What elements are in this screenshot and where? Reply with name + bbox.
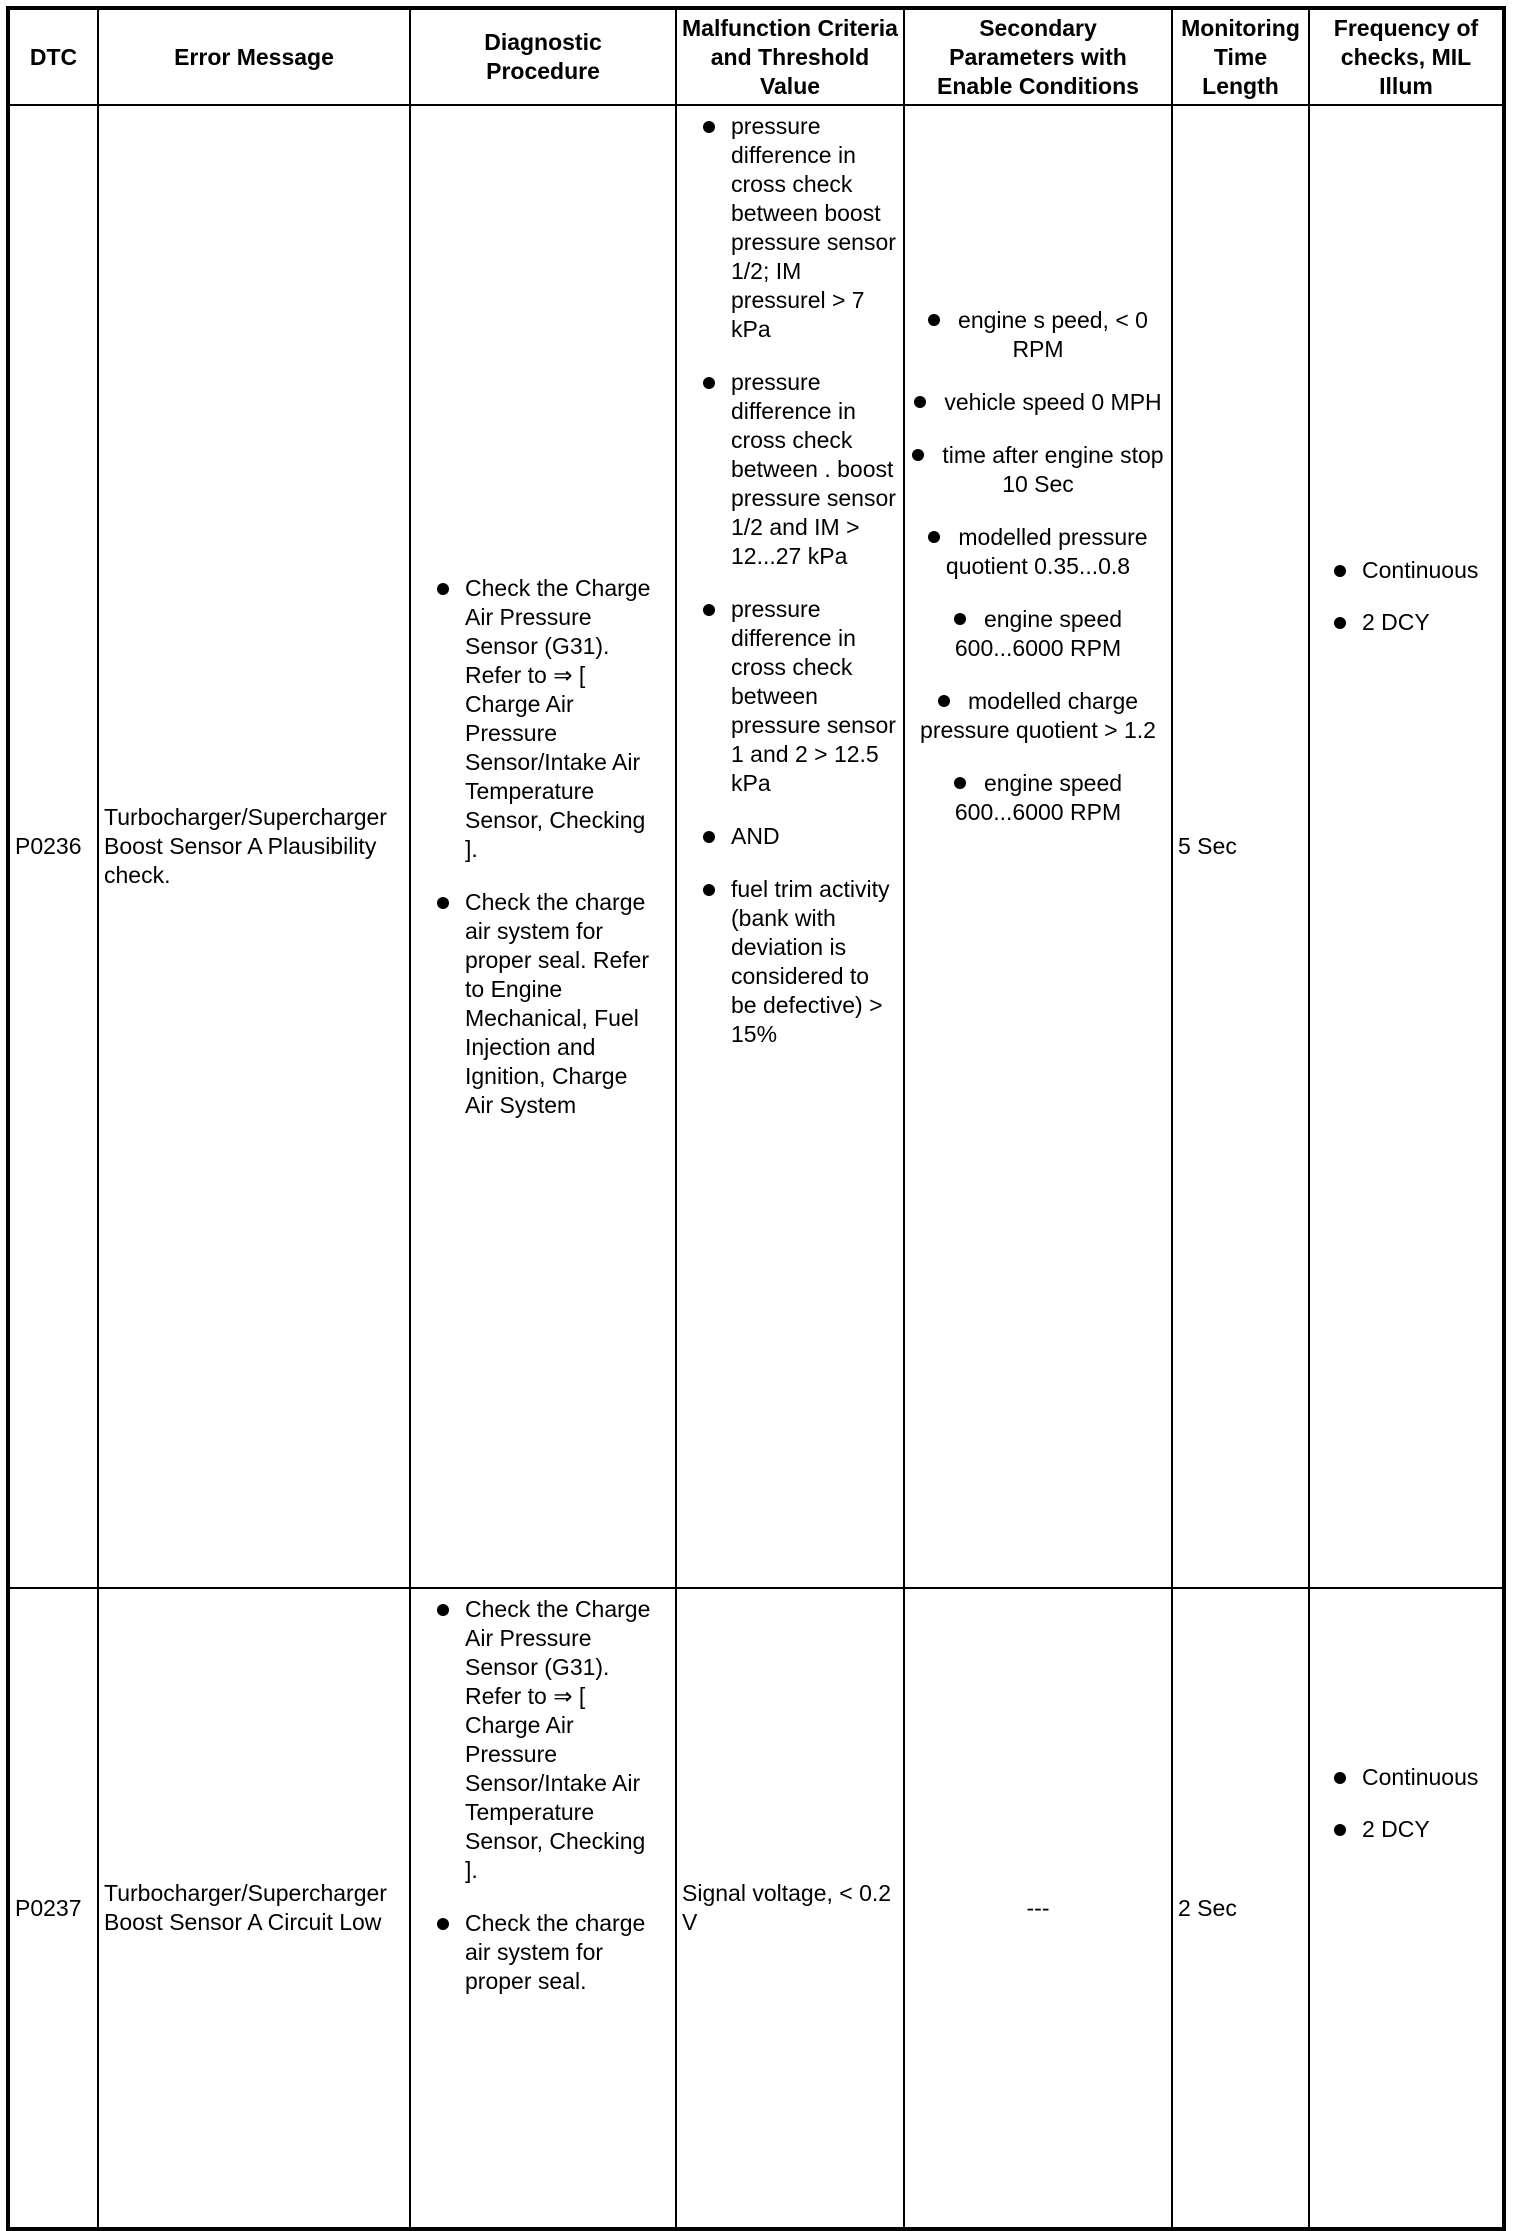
cell-error-message: Turbocharger/Supercharger Boost Sensor A Plausibility check. xyxy=(98,105,410,1588)
cell-malfunction-criteria xyxy=(676,105,904,1588)
frequency-list xyxy=(1326,556,1502,637)
bullet-icon xyxy=(954,777,966,789)
header-dtc: DTC xyxy=(8,8,98,105)
list-item: Check the charge air system for proper seal. Refer to Engine Mechanical, Fuel Injection and Ignition, Charge Air System xyxy=(429,888,659,1120)
list-item: Continuous xyxy=(1326,556,1502,585)
cell-frequency xyxy=(1309,105,1504,1588)
diagnostic-list xyxy=(429,1595,659,1996)
dtc-table xyxy=(6,6,1506,2231)
bullet-icon xyxy=(912,449,924,461)
header-diagnostic-procedure: Diagnostic Procedure xyxy=(410,8,676,105)
dtc-table-container xyxy=(6,6,1502,1994)
header-malfunction-criteria: Malfunction Criteria and Threshold Value xyxy=(676,8,904,105)
list-item: pressure difference in cross check between boost pressure sensor 1/2; IM pressurel > 7 kPa xyxy=(695,112,899,344)
list-item: engine speed 600...6000 RPM xyxy=(954,606,1123,661)
cell-dtc: P0236 xyxy=(8,105,98,1588)
cell-error-message: Turbocharger/Supercharger Boost Sensor A Circuit Low xyxy=(98,1588,410,2229)
cell-frequency xyxy=(1309,1588,1504,2229)
cell-malfunction-criteria: Signal voltage, < 0.2 V xyxy=(676,1588,904,2229)
cell-secondary-parameters xyxy=(904,105,1172,1588)
cell-diagnostic-procedure xyxy=(410,1588,676,2229)
list-item: Check the charge air system for proper seal. xyxy=(429,1909,659,1996)
cell-secondary-parameters: --- xyxy=(904,1588,1172,2229)
list-item: 2 DCY xyxy=(1326,608,1502,637)
header-row xyxy=(8,8,1504,105)
diagnostic-list xyxy=(429,574,659,1120)
cell-dtc: P0237 xyxy=(8,1588,98,2229)
header-secondary-parameters: Secondary Parameters with Enable Conditions xyxy=(904,8,1172,105)
list-item: pressure difference in cross check between . boost pressure sensor 1/2 and IM > 12...27 kPa xyxy=(695,368,899,571)
cell-diagnostic-procedure xyxy=(410,105,676,1588)
header-monitoring-time: Monitoring Time Length xyxy=(1172,8,1309,105)
list-item: Check the Charge Air Pressure Sensor (G31). Refer to ⇒ [ Charge Air Pressure Sensor/Intake Air Temperature Sensor, Checking ]. xyxy=(429,1595,659,1885)
cell-monitoring-time: 5 Sec xyxy=(1172,105,1309,1588)
bullet-icon xyxy=(928,531,940,543)
frequency-list xyxy=(1326,1763,1502,1844)
list-item: vehicle speed 0 MPH xyxy=(911,388,1165,417)
list-item: pressure difference in cross check between pressure sensor 1 and 2 > 12.5 kPa xyxy=(695,595,899,798)
bullet-icon xyxy=(954,613,966,625)
malfunction-list xyxy=(695,112,899,1049)
table-row xyxy=(8,1588,1504,2229)
bullet-icon xyxy=(914,396,926,408)
list-item: modelled charge pressure quotient > 1.2 xyxy=(920,688,1156,743)
secondary-list xyxy=(911,306,1165,827)
header-frequency: Frequency of checks, MIL Illum xyxy=(1309,8,1504,105)
table-row xyxy=(8,105,1504,1588)
list-item: modelled pressure quotient 0.35...0.8 xyxy=(911,523,1165,581)
list-item: Continuous xyxy=(1326,1763,1502,1792)
list-item: engine s peed, < 0 RPM xyxy=(911,306,1165,364)
cell-monitoring-time: 2 Sec xyxy=(1172,1588,1309,2229)
list-item: fuel trim activity (bank with deviation is considered to be defective) > 15% xyxy=(695,875,899,1049)
list-item: time after engine stop 10 Sec xyxy=(911,441,1165,499)
header-error-message: Error Message xyxy=(98,8,410,105)
list-item: AND xyxy=(695,822,899,851)
list-item: Check the Charge Air Pressure Sensor (G31). Refer to ⇒ [ Charge Air Pressure Sensor/Intake Air Temperature Sensor, Checking ]. xyxy=(429,574,659,864)
bullet-icon xyxy=(938,695,950,707)
list-item: engine speed 600...6000 RPM xyxy=(954,770,1123,825)
list-item: 2 DCY xyxy=(1326,1815,1502,1844)
bullet-icon xyxy=(928,314,940,326)
